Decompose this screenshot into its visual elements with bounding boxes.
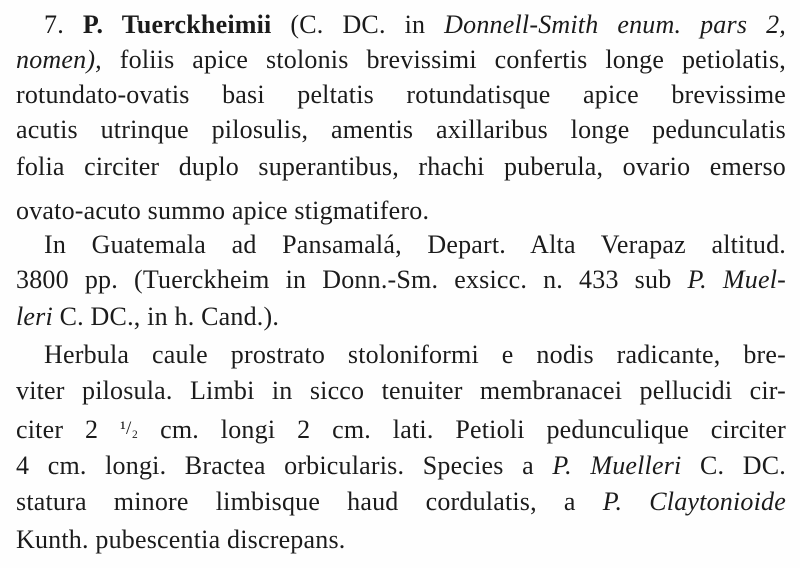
taxon-italic: P. Muelleri [552,451,682,480]
text-segment: 3800 pp. (Tuerckheim in Donn.-Sm. exsicc. n. 433 sub [16,265,688,294]
species-name: P. Tuerckheimii [82,10,272,39]
text-line [44,340,786,370]
text-line [16,376,786,406]
text-segment: acutis utrinque pilosulis, amentis axillaribus longe pedunculatis [16,115,786,144]
citation-italic: Donnell-Smith enum. pars 2, [444,10,786,39]
text-segment: (C. DC. in [271,10,445,39]
text-line [16,414,786,444]
text-segment: Herbula caule prostrato stoloniformi e nodis radicante, bre- [44,340,786,369]
citation-italic: nomen), [16,45,102,74]
taxon-italic: P. Muel- [687,265,787,294]
text-line [16,487,786,517]
text-line [16,196,786,226]
text-segment: 7. [44,10,83,39]
taxon-italic: leri [16,302,53,331]
text-segment: cm. longi 2 cm. lati. Petioli pedunculique circiter [138,415,786,444]
text-line [44,10,786,40]
text-line [44,230,786,260]
text-segment: ovato-acuto summo apice stigmatifero. [16,196,430,225]
text-segment: In Guatemala ad Pansamalá, Depart. Alta Verapaz altitud. [44,230,786,259]
text-segment: C. DC. [681,451,786,480]
text-segment: folia circiter duplo superantibus, rhachi puberula, ovario emerso [16,152,786,181]
fraction-half: ¹/₂ [120,418,139,439]
text-line [16,525,786,555]
text-segment: 4 cm. longi. Bractea orbicularis. Species a [16,451,553,480]
text-segment: rotundato-ovatis basi peltatis rotundatisque apice brevissime [16,80,786,109]
text-segment: Kunth. pubescentia discrepans. [16,525,346,554]
text-segment: foliis apice stolonis brevissimi confertis longe petiolatis, [101,45,786,74]
text-segment: citer 2 [16,415,121,444]
text-line [16,80,786,110]
text-line [16,45,786,75]
text-segment: statura minore limbisque haud cordulatis, a [16,487,603,516]
text-line [16,302,786,332]
text-line [16,265,786,295]
text-line [16,115,786,145]
text-line [16,451,786,481]
text-segment: C. DC., in h. Cand.). [52,302,280,331]
text-segment: viter pilosula. Limbi in sicco tenuiter membranacei pellucidi cir- [16,376,786,405]
taxon-italic: P. Claytonioide [602,487,786,516]
text-line [16,152,786,182]
